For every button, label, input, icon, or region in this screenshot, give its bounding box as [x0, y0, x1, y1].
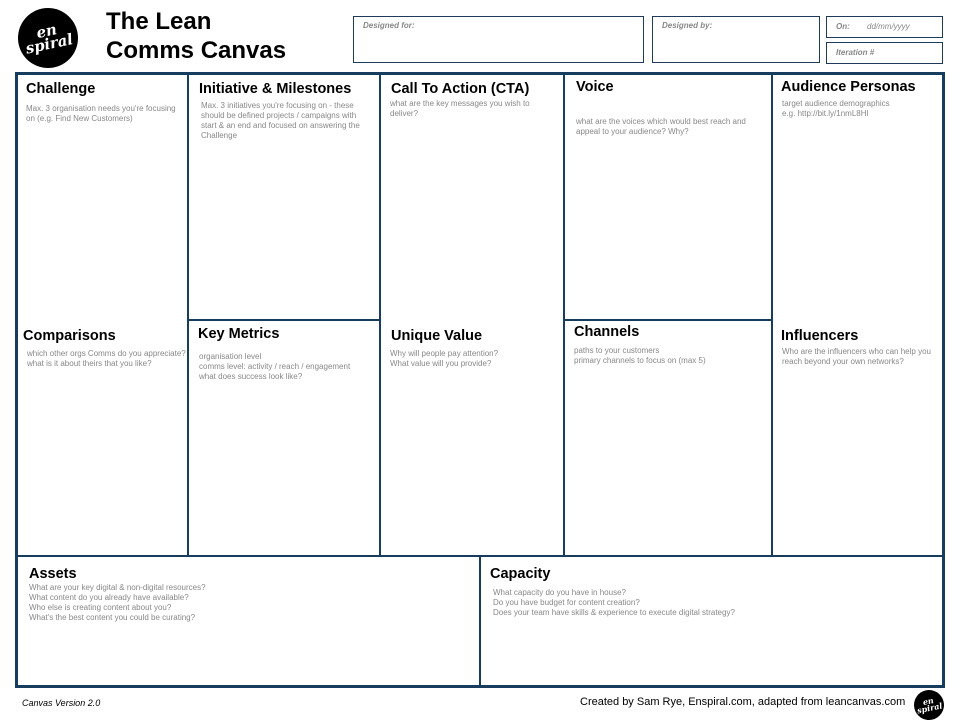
section-title: Unique Value	[391, 328, 483, 344]
section-description: Max. 3 initiatives you're focusing on - these should be defined projects / campaigns with start & an end and focused on answering the Challenge	[201, 101, 360, 140]
section-description: Why will people pay attention? What value will you provide?	[390, 349, 499, 368]
page-title-line-2: Comms Canvas	[106, 37, 287, 64]
divider-horizontal-bottom	[17, 555, 943, 557]
designed-for-label: Designed for:	[363, 21, 415, 30]
designed-by-label: Designed by:	[662, 21, 713, 30]
section-title: Challenge	[26, 81, 96, 97]
section-title: Capacity	[490, 566, 551, 582]
section-description: What capacity do you have in house? Do you have budget for content creation? Does your team have skills & experience to execute digital strategy?	[493, 588, 735, 617]
designed-for-field[interactable]	[353, 16, 644, 63]
section-title: Comparisons	[23, 328, 116, 344]
section-title: Key Metrics	[198, 326, 280, 342]
section-title: Influencers	[781, 328, 859, 344]
logo-text: en spiral	[916, 695, 944, 716]
enspiral-logo-small	[911, 687, 947, 723]
page-title-line-1: The Lean	[106, 8, 212, 35]
section-description: target audience demographics e.g. http://bit.ly/1nmL8HI	[782, 99, 890, 118]
section-title: Assets	[29, 566, 77, 582]
section-description: paths to your customers primary channels to focus on (max 5)	[574, 346, 706, 365]
divider-vertical-3	[563, 74, 565, 556]
section-description: Max. 3 organisation needs you're focusing on (e.g. Find New Customers)	[26, 104, 176, 123]
date-placeholder: dd/mm/yyyy	[867, 22, 910, 31]
section-title: Call To Action (CTA)	[391, 81, 530, 97]
iteration-field[interactable]	[826, 42, 943, 64]
section-title: Voice	[576, 79, 614, 95]
date-field[interactable]	[826, 16, 943, 38]
divider-horizontal-initiative	[187, 319, 381, 321]
divider-horizontal-voice	[563, 319, 773, 321]
credit-text: Created by Sam Rye, Enspiral.com, adapted from leancanvas.com	[580, 696, 906, 708]
canvas-version: Canvas Version 2.0	[22, 698, 101, 708]
section-description: Who are the influencers who can help you reach beyond your own networks?	[782, 347, 931, 366]
section-description: what are the voices which would best reach and appeal to your audience? Why?	[576, 117, 746, 136]
designed-by-field[interactable]	[652, 16, 820, 63]
iteration-label: Iteration #	[836, 48, 875, 57]
divider-vertical-1	[187, 74, 189, 556]
enspiral-logo	[12, 2, 83, 73]
section-description: What are your key digital & non-digital resources? What content do you already have available? Who else is creating content about you? What's the best content you could be curating?	[29, 583, 206, 622]
section-description: organisation level comms level: activity / reach / engagement what does success look like?	[199, 352, 351, 381]
section-title: Initiative & Milestones	[199, 81, 352, 97]
date-label: On:	[836, 22, 850, 31]
section-description: which other orgs Comms do you appreciate? what is it about theirs that you like?	[27, 349, 186, 368]
divider-vertical-2	[379, 74, 381, 556]
section-title: Channels	[574, 324, 640, 340]
section-title: Audience Personas	[781, 79, 916, 95]
divider-vertical-4	[771, 74, 773, 556]
logo-text: en spiral	[23, 20, 75, 58]
divider-vertical-bottom	[479, 556, 481, 686]
section-description: what are the key messages you wish to deliver?	[390, 99, 530, 118]
